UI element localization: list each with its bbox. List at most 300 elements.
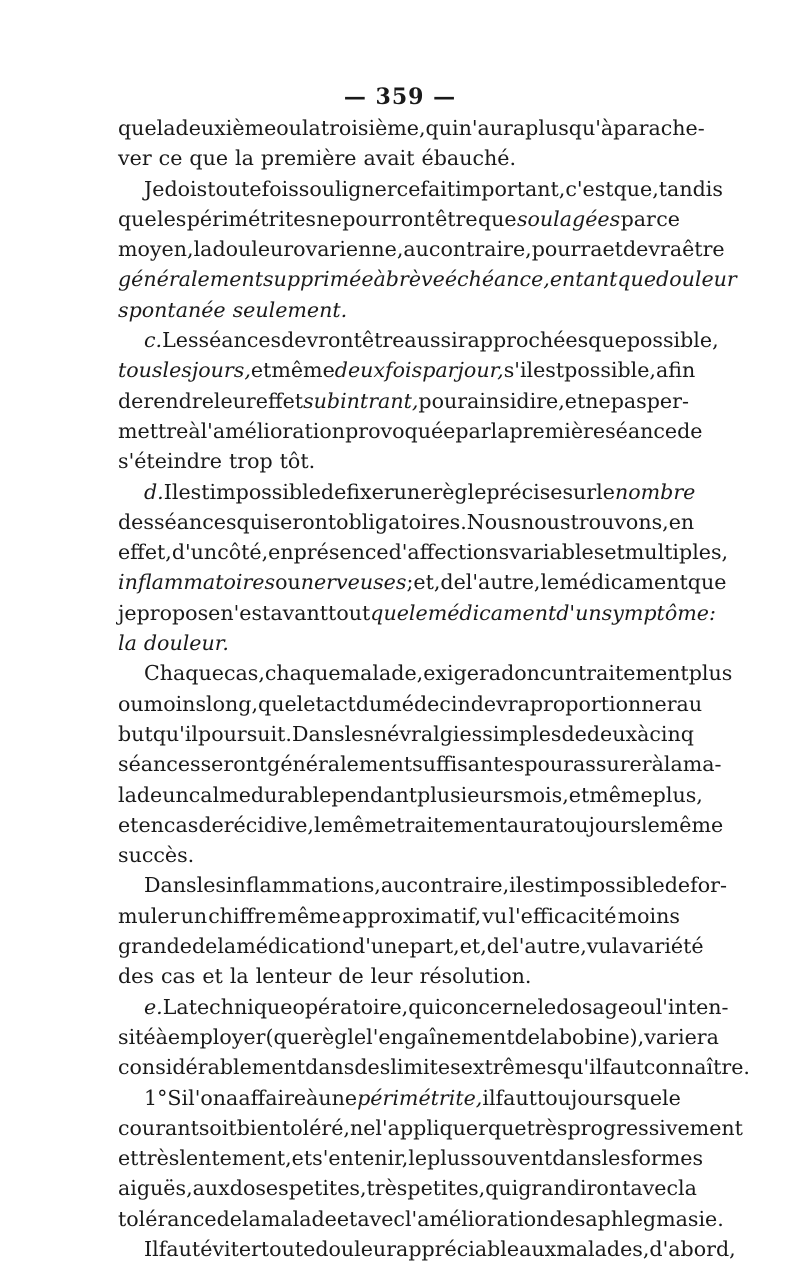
word: ébauché. — [421, 146, 516, 171]
word: toujours — [537, 1085, 624, 1110]
word: première — [260, 146, 357, 171]
word: une — [318, 1085, 358, 1110]
word: muler — [118, 903, 180, 928]
word: ce — [396, 176, 421, 201]
text-line — [118, 658, 733, 688]
word: petites, — [288, 1176, 367, 1201]
word: l'autre, — [512, 934, 587, 959]
word: fois — [385, 358, 423, 383]
word: en — [138, 812, 164, 837]
word: tout — [328, 600, 371, 625]
word: variété — [630, 934, 704, 959]
word: petites, — [407, 1176, 486, 1201]
word: périmétrites — [186, 206, 316, 231]
word: l'efficacité — [508, 903, 617, 928]
word: seront — [269, 509, 337, 534]
word: Chaque — [144, 661, 224, 686]
word: qui — [408, 994, 442, 1019]
word: que — [687, 570, 727, 595]
word: cas — [160, 964, 196, 989]
text-line — [118, 961, 680, 991]
word: le — [296, 691, 316, 716]
word: même — [277, 903, 341, 928]
word: ma- — [682, 752, 722, 777]
word: du — [355, 691, 383, 716]
word: toute — [260, 1236, 316, 1261]
word: but — [118, 721, 153, 746]
word: la — [490, 418, 510, 443]
word: tact — [315, 691, 356, 716]
word: par — [620, 206, 656, 231]
word: est — [522, 873, 554, 898]
word: limites — [390, 1055, 461, 1080]
word: Il — [163, 479, 179, 504]
word: ver — [118, 146, 152, 171]
word: première — [509, 418, 606, 443]
word: être — [361, 328, 405, 353]
text-line — [118, 1022, 719, 1052]
word: sa — [574, 1206, 598, 1231]
word: moyen, — [118, 237, 194, 262]
word: trouvons, — [570, 509, 669, 534]
word: avant — [270, 600, 329, 625]
word: ou — [275, 570, 301, 595]
text-line — [118, 628, 680, 658]
text-line — [118, 780, 703, 810]
word: pendant — [331, 782, 418, 807]
text-line — [118, 325, 719, 355]
text-line — [118, 234, 725, 264]
word: à — [306, 1085, 319, 1110]
word: lenteur — [255, 964, 332, 989]
word: aux — [192, 1176, 230, 1201]
word: la — [241, 1206, 261, 1231]
text-line — [118, 1204, 724, 1234]
word: sité — [118, 1024, 156, 1049]
word: le — [313, 812, 333, 837]
word: en — [268, 540, 294, 565]
word: aussi — [404, 328, 458, 353]
word: et — [604, 540, 625, 565]
word: de — [191, 934, 218, 959]
word: et — [602, 237, 623, 262]
word: d'un — [556, 600, 602, 625]
word: for- — [690, 873, 727, 898]
text-line — [118, 477, 696, 507]
word: de — [118, 388, 144, 413]
word: l'on — [188, 1085, 227, 1110]
word: résolution. — [419, 964, 532, 989]
text-line — [118, 992, 729, 1022]
word: plus — [525, 116, 569, 140]
word: présence — [293, 540, 389, 565]
word: approximatif, — [342, 903, 482, 928]
word: même — [589, 782, 653, 807]
word: ou — [630, 994, 656, 1019]
word: de — [440, 570, 466, 595]
word: dosage — [556, 994, 631, 1019]
word: considérablement — [118, 1055, 306, 1080]
word: récidive, — [223, 812, 314, 837]
word: des — [354, 1055, 391, 1080]
word: à — [188, 418, 201, 443]
word: assurer — [573, 752, 652, 777]
word: grande — [118, 934, 192, 959]
word: ovarienne, — [293, 237, 404, 262]
word: rapprochées — [457, 328, 589, 353]
word: la — [229, 964, 249, 989]
word: précise — [486, 479, 563, 504]
text-line — [118, 749, 722, 779]
word: ne — [585, 388, 611, 413]
word: les — [157, 206, 187, 231]
word: cas — [163, 812, 199, 837]
word: un — [180, 903, 208, 928]
word: que — [189, 146, 229, 171]
word: et — [291, 1146, 313, 1171]
word: échéance, — [444, 267, 550, 292]
word: de — [216, 1206, 242, 1231]
word: faut — [495, 1085, 537, 1110]
word: qu'il — [557, 1055, 603, 1080]
word: une — [393, 479, 433, 504]
word: des — [118, 509, 154, 534]
word: afin — [655, 358, 696, 383]
word: de — [561, 721, 587, 746]
word: toutefois — [207, 176, 299, 201]
word: à — [651, 752, 664, 777]
word: soit — [198, 1115, 237, 1140]
word: que — [623, 1085, 663, 1110]
word: devront — [281, 328, 362, 353]
word: l'engaînement — [366, 1024, 515, 1049]
word: Je — [144, 176, 165, 201]
word: avait — [363, 146, 415, 171]
word: séances — [153, 509, 237, 534]
word: bien — [236, 1115, 282, 1140]
word: des — [118, 964, 154, 989]
word: impossible — [553, 873, 665, 898]
word: lade — [118, 782, 163, 807]
word: le — [540, 570, 560, 595]
word: séances — [118, 752, 201, 777]
word: la — [611, 934, 631, 959]
word: poursuit. — [198, 721, 292, 746]
word: malades, — [556, 1236, 650, 1261]
text-line — [118, 264, 737, 294]
word: d'affections — [388, 540, 510, 565]
word: l'appliquer — [375, 1115, 488, 1140]
word: et — [202, 964, 223, 989]
word: toujours — [554, 812, 641, 837]
word: séances — [198, 328, 282, 353]
word: mois, — [513, 782, 569, 807]
word: tant — [575, 267, 618, 292]
word: (que — [265, 1024, 313, 1049]
word: et — [250, 358, 272, 383]
text-line — [118, 931, 704, 961]
text-line — [118, 355, 696, 385]
word: bobine), — [558, 1024, 645, 1049]
text-line — [118, 598, 716, 628]
word: calme — [188, 782, 251, 807]
text-line — [118, 870, 727, 900]
word: par — [422, 358, 458, 383]
word: très — [138, 1146, 180, 1171]
word: propose — [136, 600, 221, 625]
word: faut — [602, 1055, 644, 1080]
word: n'aura — [458, 116, 526, 140]
word: cinq — [649, 721, 694, 746]
word: pas — [610, 388, 647, 413]
word: spontanée — [118, 297, 226, 322]
word: proportionner — [529, 691, 677, 716]
word: fixer — [346, 479, 394, 504]
word: de — [486, 934, 513, 959]
word: le — [662, 1085, 681, 1110]
word: pourront — [342, 206, 435, 231]
word: au — [380, 873, 407, 898]
word: cas, — [223, 661, 265, 686]
word: tenir, — [353, 1146, 409, 1171]
word: dois — [164, 176, 208, 201]
word: important, — [455, 176, 566, 201]
word: appréciable — [396, 1236, 520, 1261]
word: et — [118, 1146, 139, 1171]
word: Dans — [291, 721, 345, 746]
text-line — [118, 174, 723, 204]
text-line — [118, 810, 724, 840]
word: la — [193, 237, 213, 262]
word: vu — [586, 934, 612, 959]
word: généralement — [118, 267, 263, 292]
text-line — [118, 719, 694, 749]
word: vu — [482, 903, 508, 928]
word: même — [332, 812, 397, 837]
word: la — [118, 631, 137, 656]
word: et — [118, 812, 139, 837]
word: variables — [509, 540, 605, 565]
word: de — [549, 1206, 575, 1231]
text-line — [118, 446, 680, 476]
word: ainsi — [467, 388, 517, 413]
word: affaire — [238, 1085, 307, 1110]
text-line — [118, 1173, 697, 1203]
word: simples — [482, 721, 562, 746]
word: douleur. — [143, 631, 229, 656]
word: pour — [418, 388, 468, 413]
word: nous — [521, 509, 571, 534]
word: obligatoires. — [336, 509, 467, 534]
word: devra — [470, 691, 530, 716]
word: phlegmasie. — [597, 1206, 724, 1231]
word: aiguës, — [118, 1176, 193, 1201]
word: qui — [425, 116, 459, 140]
word: troisième, — [320, 116, 426, 140]
text-line — [118, 901, 680, 931]
word: les — [162, 358, 192, 383]
word: au — [676, 691, 703, 716]
word: ; — [406, 570, 414, 595]
word: d'abord, — [649, 1236, 736, 1261]
word: la — [301, 116, 321, 140]
word: soulagées — [516, 206, 621, 231]
word: être — [435, 206, 478, 231]
word: deux — [586, 721, 638, 746]
word: tolérance — [118, 1206, 217, 1231]
word: seront — [200, 752, 268, 777]
word: de — [677, 418, 703, 443]
body-text — [118, 113, 750, 1264]
word: à — [637, 721, 650, 746]
word: le — [640, 812, 660, 837]
word: leur — [370, 964, 413, 989]
word: s'il — [503, 358, 534, 383]
word: c. — [144, 328, 163, 353]
word: la — [539, 1024, 559, 1049]
word: et, — [459, 934, 487, 959]
word: pour — [524, 752, 574, 777]
text-line — [118, 689, 703, 719]
word: traitement — [396, 812, 507, 837]
word: chiffre — [208, 903, 277, 928]
word: médicament — [427, 600, 557, 625]
word: être — [682, 237, 725, 262]
word: il — [509, 873, 523, 898]
word: névralgies — [373, 721, 483, 746]
page-number: — 359 — — [343, 84, 457, 110]
word: l'amélioration — [200, 418, 346, 443]
word: et, — [413, 570, 441, 595]
word: que — [118, 206, 157, 231]
word: plus — [688, 661, 733, 686]
word: dans — [305, 1055, 355, 1080]
word: médecin — [382, 691, 471, 716]
word: technique — [188, 994, 293, 1019]
word: jours, — [191, 358, 251, 383]
text-line — [118, 507, 695, 537]
word: ce — [158, 146, 183, 171]
word: et — [564, 388, 586, 413]
word: jour, — [457, 358, 504, 383]
word: connaître. — [643, 1055, 750, 1080]
word: que — [477, 206, 517, 231]
word: Dans — [144, 873, 197, 898]
word: que — [487, 1115, 527, 1140]
word: variera — [644, 1024, 719, 1049]
word: et — [336, 1206, 358, 1231]
word: mettre — [118, 418, 189, 443]
word: multiples, — [624, 540, 729, 565]
word: symptôme — [601, 600, 709, 625]
word: effet — [255, 388, 304, 413]
word: : — [708, 600, 716, 625]
word: de — [320, 479, 347, 504]
word: nombre — [614, 479, 696, 504]
word: moins — [143, 691, 207, 716]
word: qui — [236, 509, 270, 534]
word: de — [514, 1024, 540, 1049]
word: courant — [118, 1115, 199, 1140]
word: d'un — [171, 540, 218, 565]
word: opératoire, — [292, 994, 409, 1019]
word: très — [526, 1115, 568, 1140]
word: très — [366, 1176, 408, 1201]
word: les — [601, 1146, 631, 1171]
word: tous — [118, 358, 163, 383]
word: contraire, — [428, 237, 532, 262]
text-line — [118, 1083, 680, 1113]
word: succès. — [118, 843, 195, 868]
word: que — [588, 328, 627, 353]
word: malade — [260, 1206, 337, 1231]
word: plusieurs — [417, 782, 514, 807]
word: je — [118, 600, 137, 625]
text-line — [118, 386, 689, 416]
word: ne — [349, 1115, 376, 1140]
word: progressivement — [567, 1115, 743, 1140]
word: dans — [552, 1146, 602, 1171]
word: Si — [167, 1085, 189, 1110]
word: traitement — [578, 661, 689, 686]
word: faut — [158, 1236, 201, 1261]
word: l'inten- — [655, 994, 729, 1019]
word: ce — [656, 206, 680, 231]
word: c'est — [565, 176, 614, 201]
word: lentement, — [179, 1146, 292, 1171]
word: les — [344, 721, 374, 746]
word: suffisantes — [412, 752, 525, 777]
word: la — [235, 146, 254, 171]
word: à — [155, 1024, 168, 1049]
word: rendre — [143, 388, 214, 413]
word: est — [178, 479, 210, 504]
word: exigera — [423, 661, 502, 686]
word: médication — [236, 934, 353, 959]
word: souvent — [470, 1146, 553, 1171]
word: le — [408, 1146, 428, 1171]
word: en — [668, 509, 695, 534]
word: tandis — [658, 176, 723, 201]
word: deux — [334, 358, 386, 383]
word: côté, — [217, 540, 269, 565]
word: est — [533, 358, 565, 383]
word: possible, — [564, 358, 656, 383]
word: douleur — [315, 1236, 397, 1261]
word: per- — [646, 388, 689, 413]
word: subintrant, — [303, 388, 419, 413]
word: concerne — [441, 994, 538, 1019]
word: généralement — [267, 752, 413, 777]
word: sur — [562, 479, 597, 504]
word: devra — [622, 237, 683, 262]
word: ou — [276, 116, 302, 140]
word: que — [258, 691, 297, 716]
word: que — [370, 600, 409, 625]
word: qui — [485, 1176, 519, 1201]
word: effet, — [118, 540, 172, 565]
word: aura — [506, 812, 555, 837]
word: ou — [118, 691, 144, 716]
word: Nous — [466, 509, 522, 534]
word: en — [549, 267, 576, 292]
word: que — [617, 267, 657, 292]
word: de — [338, 964, 364, 989]
word: règle — [432, 479, 487, 504]
word: même — [659, 812, 724, 837]
word: Il — [144, 1236, 159, 1261]
word: et — [568, 782, 590, 807]
